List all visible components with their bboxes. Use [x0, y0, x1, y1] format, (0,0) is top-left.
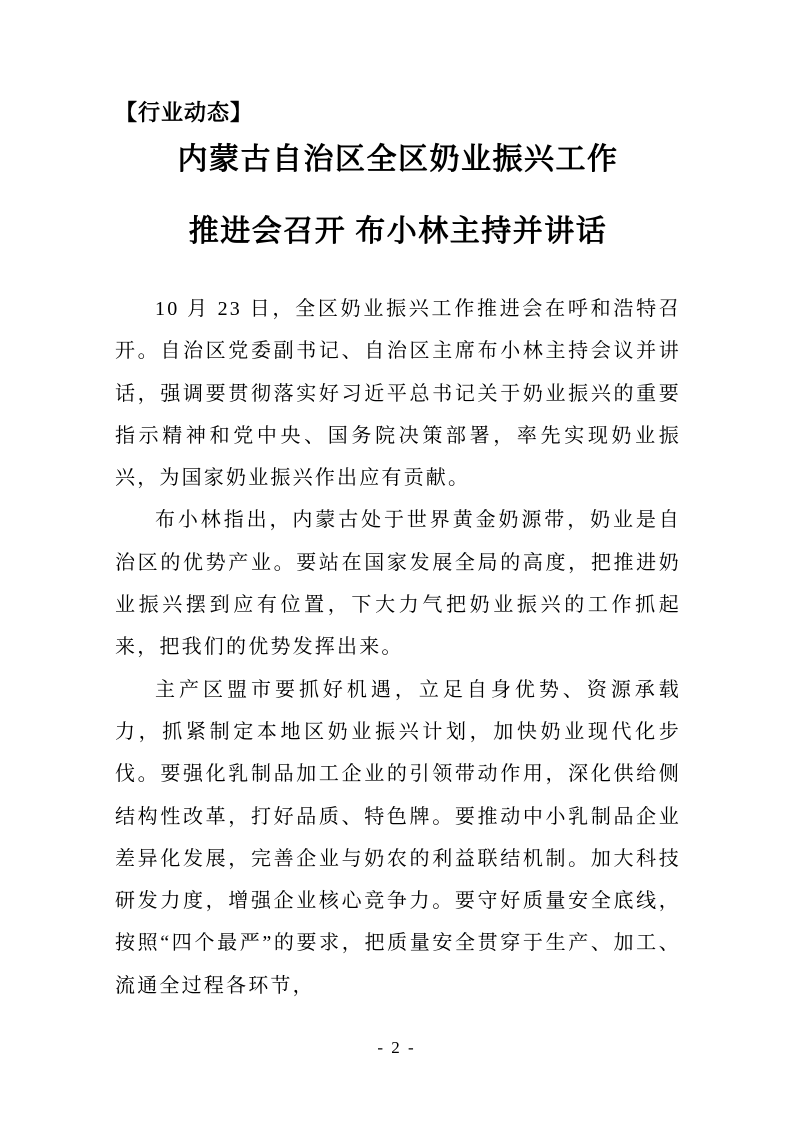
document-title-line2: 推进会召开 布小林主持并讲话 [188, 215, 608, 248]
document-content [115, 98, 681, 1007]
page-number: - 2 - [377, 1038, 416, 1057]
body-paragraph: 布小林指出，内蒙古处于世界黄金奶源带，奶业是自治区的优势产业。要站在国家发展全局的高度，把推进奶业振兴摆到应有位置，下大力气把奶业振兴的工作抓起来，把我们的优势发挥出来。 [115, 509, 681, 659]
section-tag: 【行业动态】 [115, 100, 254, 125]
body-paragraph: 10 月 23 日，全区奶业振兴工作推进会在呼和浩特召开。自治区党委副书记、自治区主席布小林主持会议并讲话，强调要贯彻落实好习近平总书记关于奶业振兴的重要指示精神和党中央、国务院决策部署，率先实现奶业振兴，为国家奶业振兴作出应有贡献。 [115, 298, 681, 490]
body-paragraph: 主产区盟市要抓好机遇，立足自身优势、资源承载力，抓紧制定本地区奶业振兴计划，加快奶业现代化步伐。要强化乳制品加工企业的引领带动作用，深化供给侧结构性改革，打好品质、特色牌。要推动中小乳制品企业差异化发展，完善企业与奶农的利益联结机制。加大科技研发力度，增强企业核心竞争力。要守好质量安全底线，按照“四个最严”的要求，把质量安全贯穿于生产、加工、流通全过程各环节， [115, 678, 681, 997]
document-title-line1: 内蒙古自治区全区奶业振兴工作 [177, 143, 619, 176]
document-body [115, 288, 681, 1007]
document-title [115, 140, 681, 252]
